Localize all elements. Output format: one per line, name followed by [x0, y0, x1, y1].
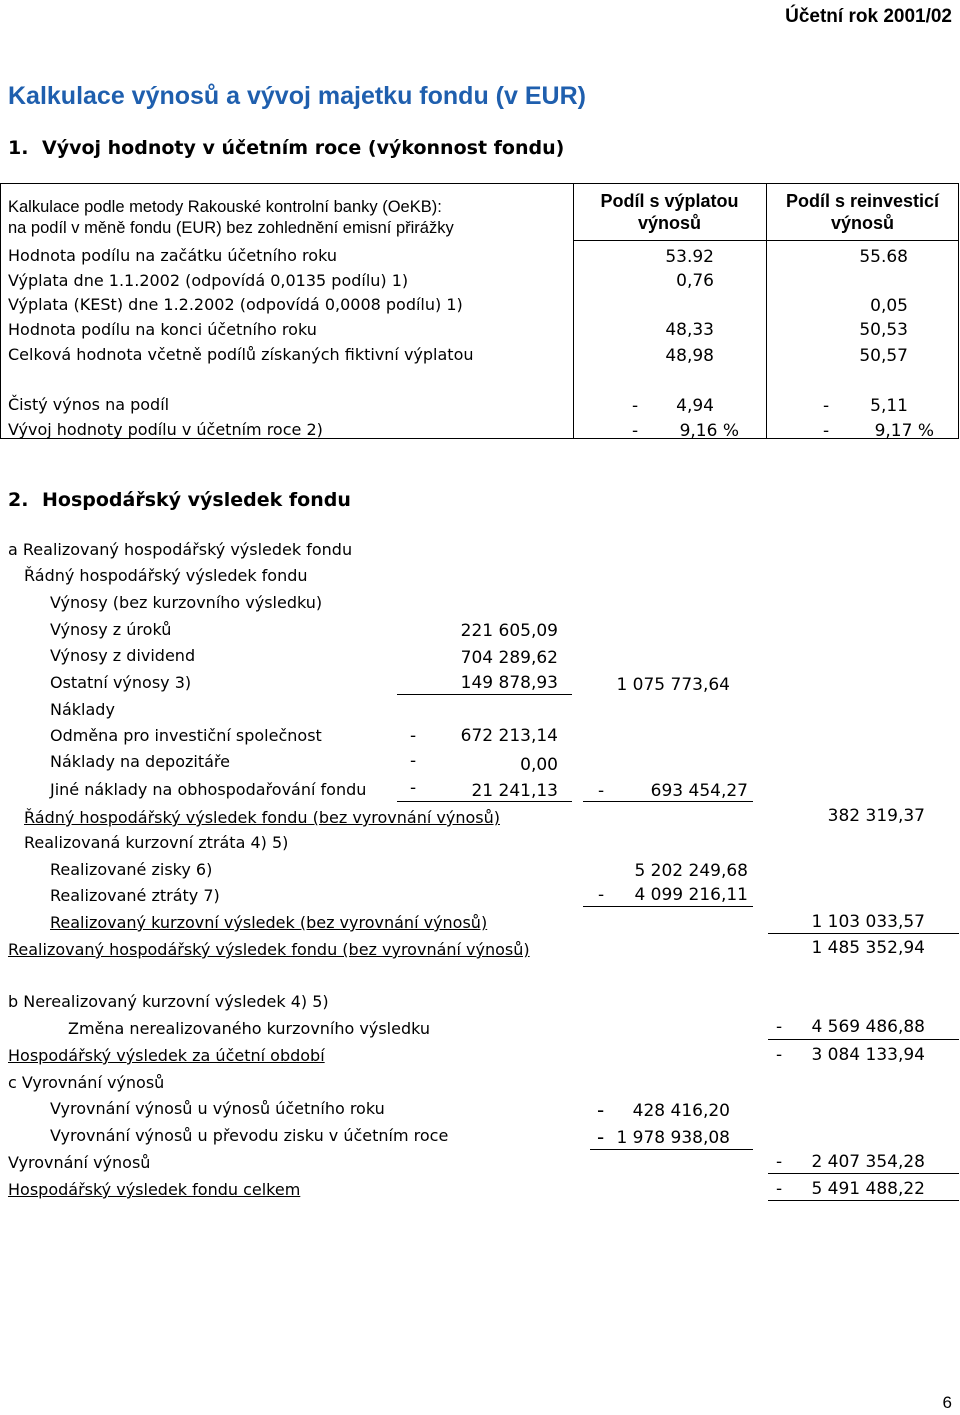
- subtotal-rule: [397, 694, 572, 695]
- line-label: Realizovaná kurzovní ztráta 4) 5): [24, 833, 289, 852]
- line-label: Vyrovnání výnosů: [8, 1153, 151, 1172]
- subtotal-rule: [768, 1039, 959, 1040]
- subtotal-rule: [768, 1200, 959, 1201]
- table-cell: 9,16 %: [679, 421, 739, 441]
- amount: 428 416,20: [632, 1101, 730, 1121]
- minus-sign: -: [410, 726, 417, 746]
- minus-sign: -: [598, 781, 605, 801]
- line-label: Realizovaný hospodářský výsledek fondu (bez vyrovnání výnosů): [8, 940, 530, 959]
- amount-total: 4 569 486,88: [811, 1017, 925, 1037]
- subtotal-rule: [583, 801, 753, 802]
- line-label: Řádný hospodářský výsledek fondu (bez vyrovnání výnosů): [24, 808, 500, 827]
- line-label: Řádný hospodářský výsledek fondu: [24, 566, 308, 585]
- amount: 704 289,62: [460, 648, 558, 668]
- amount: 672 213,14: [460, 726, 558, 746]
- line-label: Změna nerealizovaného kurzovního výsledku: [68, 1019, 431, 1038]
- line-label: Ostatní výnosy 3): [50, 673, 192, 692]
- line-label: c Vyrovnání výnosů: [8, 1073, 165, 1092]
- amount: 149 878,93: [460, 673, 558, 693]
- subtotal-rule: [583, 906, 753, 907]
- amount-total: 5 491 488,22: [811, 1179, 925, 1199]
- method-description: Kalkulace podle metody Rakouské kontrolní banky (OeKB):: [8, 198, 442, 216]
- line-label: Vyrovnání výnosů u výnosů účetního roku: [50, 1099, 385, 1118]
- performance-table: [0, 183, 959, 439]
- amount: 21 241,13: [471, 781, 558, 801]
- table-divider: [573, 240, 958, 241]
- section-number: 2.: [8, 489, 29, 511]
- line-label: Realizované ztráty 7): [50, 886, 220, 905]
- amount: 4 099 216,11: [634, 885, 748, 905]
- minus-sign: -: [823, 421, 830, 441]
- section-1-heading: [8, 137, 564, 159]
- minus-sign: -: [823, 396, 830, 416]
- line-label: Jiné náklady na obhospodařování fondu: [50, 780, 367, 799]
- line-label: Realizované zisky 6): [50, 860, 213, 879]
- table-cell: 9,17 %: [874, 421, 934, 441]
- line-label: b Nerealizovaný kurzovní výsledek 4) 5): [8, 992, 329, 1011]
- minus-sign: -: [597, 1125, 605, 1149]
- method-description: na podíl v měně fondu (EUR) bez zohlednění emisní přirážky: [8, 219, 454, 237]
- amount-total: 2 407 354,28: [811, 1152, 925, 1172]
- minus-sign: -: [598, 885, 605, 905]
- section-number: 1.: [8, 137, 29, 159]
- table-cell: 5,11: [870, 396, 908, 416]
- minus-sign: -: [776, 1017, 783, 1037]
- section-title: Hospodářský výsledek fondu: [42, 489, 351, 511]
- line-label: Hospodářský výsledek fondu celkem: [8, 1180, 301, 1199]
- amount: 1 978 938,08: [616, 1128, 730, 1148]
- minus-sign: -: [632, 421, 639, 441]
- table-cell: 4,94: [676, 396, 714, 416]
- amount-total: 1 485 352,94: [811, 938, 925, 958]
- amount: 0,00: [520, 755, 558, 775]
- line-label: Náklady: [50, 700, 115, 719]
- line-label: Odměna pro investiční společnost: [50, 726, 322, 745]
- table-cell: 0,76: [676, 271, 714, 291]
- fiscal-year-header: Účetní rok 2001/02: [785, 6, 952, 27]
- table-row-label: Vývoj hodnoty podílu v účetním roce 2): [8, 420, 323, 439]
- column-header-reinvestment: Podíl s reinvesticí výnosů: [785, 191, 940, 233]
- amount-total: 693 454,27: [650, 781, 748, 801]
- line-label: Vyrovnání výnosů u převodu zisku v účetním roce: [50, 1126, 449, 1145]
- table-cell: 53.92: [665, 247, 714, 267]
- column-header-distribution: Podíl s výplatou výnosů: [600, 191, 739, 233]
- table-cell: 55.68: [859, 247, 908, 267]
- subtotal-rule: [768, 933, 959, 934]
- amount-total: 3 084 133,94: [811, 1045, 925, 1065]
- table-cell: 0,05: [870, 296, 908, 316]
- table-row-label: Hodnota podílu na začátku účetního roku: [8, 246, 337, 265]
- minus-sign: -: [776, 1152, 783, 1172]
- table-cell: 50,53: [859, 320, 908, 340]
- section-2-heading: [8, 489, 351, 511]
- table-cell: 48,33: [665, 320, 714, 340]
- table-row-label: Čistý výnos na podíl: [8, 395, 170, 414]
- subtotal-rule: [397, 801, 572, 802]
- line-label: Hospodářský výsledek za účetní období: [8, 1046, 325, 1065]
- table-row-label: Výplata (KESt) dne 1.2.2002 (odpovídá 0,0008 podílu) 1): [8, 295, 463, 314]
- minus-sign: -: [410, 751, 417, 771]
- section-title: Vývoj hodnoty v účetním roce (výkonnost fondu): [42, 137, 565, 159]
- line-label: a Realizovaný hospodářský výsledek fondu: [8, 540, 353, 559]
- amount: 5 202 249,68: [634, 861, 748, 881]
- amount-total: 1 075 773,64: [616, 675, 730, 695]
- subtotal-rule: [768, 1173, 959, 1174]
- table-row-label: Hodnota podílu na konci účetního roku: [8, 320, 317, 339]
- page-title: Kalkulace výnosů a vývoj majetku fondu (v EUR): [8, 82, 586, 110]
- line-label: Výnosy z dividend: [50, 646, 196, 665]
- minus-sign: -: [776, 1179, 783, 1199]
- minus-sign: -: [776, 1045, 783, 1065]
- table-cell: 50,57: [859, 346, 908, 366]
- line-label: Výnosy (bez kurzovního výsledku): [50, 593, 323, 612]
- amount-total: 382 319,37: [827, 806, 925, 826]
- minus-sign: -: [597, 1098, 605, 1122]
- minus-sign: -: [410, 778, 417, 798]
- line-label: Výnosy z úroků: [50, 620, 172, 639]
- table-row-label: Celková hodnota včetně podílů získaných fiktivní výplatou: [8, 345, 474, 364]
- amount: 221 605,09: [460, 621, 558, 641]
- minus-sign: -: [632, 396, 639, 416]
- amount-total: 1 103 033,57: [811, 912, 925, 932]
- table-cell: 48,98: [665, 346, 714, 366]
- line-label: Realizovaný kurzovní výsledek (bez vyrovnání výnosů): [50, 913, 488, 932]
- line-label: Náklady na depozitáře: [50, 752, 230, 771]
- page-number: 6: [942, 1393, 952, 1412]
- table-row-label: Výplata dne 1.1.2002 (odpovídá 0,0135 podílu) 1): [8, 271, 409, 290]
- subtotal-rule: [590, 1149, 753, 1150]
